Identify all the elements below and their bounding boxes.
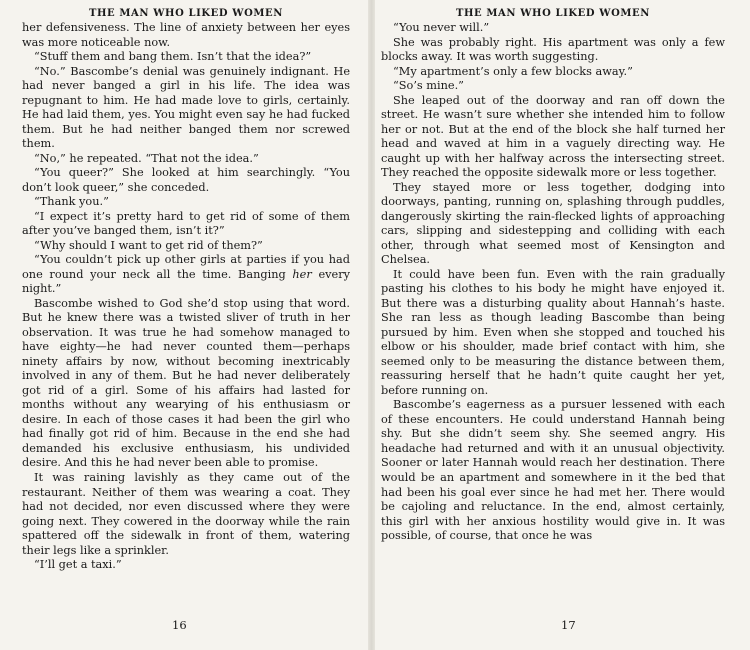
paragraph: It could have been fun. Even with the rain gradually pasting his clothes to his body he might have enjoyed it. But there was a disturbing quality about Hannah’s haste. She ran less as though leading Bascombe than being pursued by him. Even when she stopped and touched his elbow or his shoulder, made brief contact with him, she seemed only to be measuring the distance between them, reassuring herself that he hadn’t quite caught her yet, before running on. (381, 267, 725, 397)
paragraph: “You never will.” (393, 21, 490, 34)
page-number: 16 (172, 618, 187, 632)
left-page (0, 0, 360, 650)
paragraph: She was probably right. His apartment was only a few blocks away. It was worth suggesting. (381, 35, 725, 64)
paragraph-text: “You couldn’t pick up other girls at parties if you had one round your neck all the time. Banging (22, 253, 350, 281)
emphasis-word: her (292, 267, 312, 281)
paragraph: It was raining lavishly as they came out of the restaurant. Neither of them was wearing a coat. They had not decided, nor even discussed where they were going next. They cowered in the doorway while the rain spattered off the sidewalk in front of them, watering their legs like a sprinkler. (22, 470, 350, 557)
paragraph: “Why should I want to get rid of them?” (34, 238, 263, 252)
paragraph: “You queer?” She looked at him searchingly. “You don’t look queer,” she conceded. (22, 166, 350, 194)
paragraph: Bascombe’s eagerness as a pursuer lessened with each of these encounters. He could understand Hannah being shy. But she didn’t seem shy. She seemed angry. His headache had returned and with it an unusual objectivity. Sooner or later Hannah would reach her destination. There would be an apartment and somewhere in it the bed that had been his goal ever since he had met her. There would be cajoling and reluctance. In the end, almost certainly, this girl with her anxious hostility would give in. It was possible, of course, that once he was (381, 398, 725, 543)
paragraph: “Thank you.” (34, 195, 109, 209)
paragraph: “No,” he repeated. “That not the idea.” (34, 151, 259, 165)
paragraph: “No.” Bascombe’s denial was genuinely indignant. He had never banged a girl in his life. The idea was repugnant to him. He had made love to girls, certainly. He had laid them, yes. You might even say he had fucked them. But he had neither banged them nor screwed them. (22, 64, 350, 151)
gutter (368, 0, 375, 650)
paragraph: “I expect it’s pretty hard to get rid of some of them after you’ve banged them, isn’t it?” (22, 209, 350, 238)
paragraph (22, 253, 350, 297)
paragraph: “I’ll get a taxi.” (34, 558, 122, 572)
running-head: THE MAN WHO LIKED WOMEN (455, 8, 651, 19)
paragraph-tail: every night.” (22, 267, 350, 296)
paragraph: They stayed more or less together, dodging into doorways, panting, running on, splashing through puddles, dangerously skirting the rain-flecked lights of approaching cars, slipping and sidestepping and colliding with each other, through what seemed most of Kensington and Chelsea. (381, 180, 725, 267)
paragraph: Bascombe wished to God she’d stop using that word. But he knew there was a twisted sliver of truth in her observation. It was true he had somehow managed to have eighty—he had never counted them—perhaps ninety affairs by now, without becoming inextricably involved in any of them. But he had never deliberately got rid of a girl. Some of his affairs had lasted for months without any wearying of his enthusiasm or desire. In each of those cases it had been the girl who had finally got rid of him. Because in the end she had demanded his exclusive enthusiasm, his undivided desire. And this he had never been able to promise. (22, 296, 350, 470)
running-head: THE MAN WHO LIKED WOMEN (88, 8, 284, 19)
paragraph: “My apartment’s only a few blocks away.” (393, 64, 633, 78)
paragraph: “Stuff them and bang them. Isn’t that the idea?” (34, 50, 312, 64)
paragraph: “So’s mine.” (393, 79, 464, 93)
paragraph: She leaped out of the doorway and ran off down the street. He wasn’t sure whether she intended him to follow her or not. But at the end of the block she half turned her head and waved at him in a vaguely directing way. He caught up with her halfway across the intersecting street. They reached the opposite sidewalk more or less together. (381, 93, 725, 180)
right-page (375, 0, 735, 650)
page-number: 17 (561, 618, 576, 632)
paragraph: her defensiveness. The line of anxiety between her eyes was more noticeable now. (22, 21, 350, 49)
